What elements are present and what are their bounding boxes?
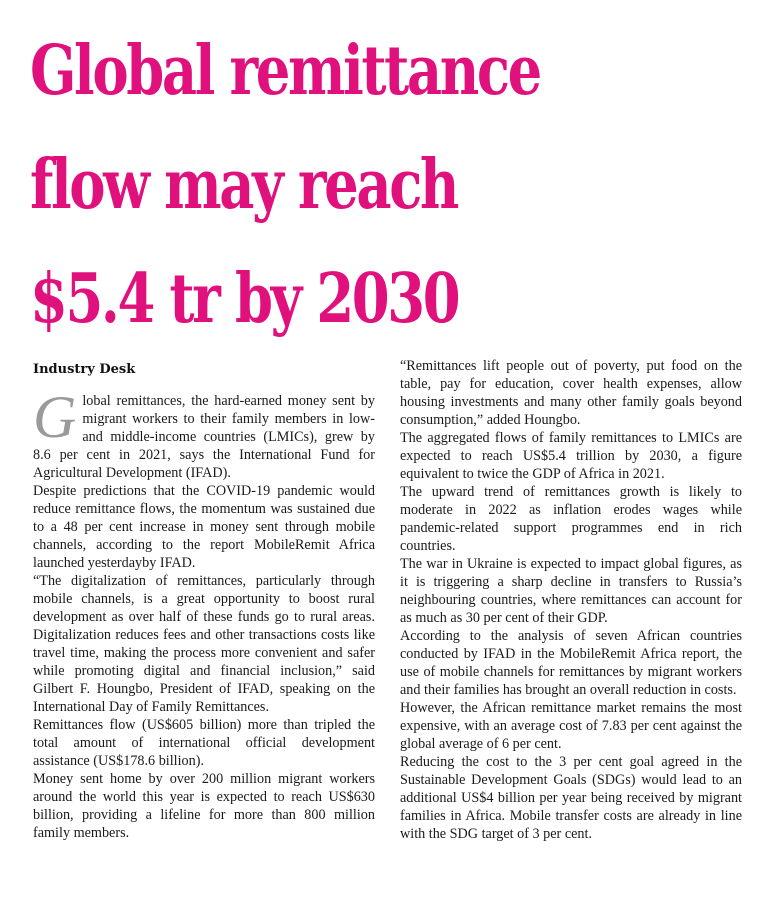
article-paragraph: “The digitalization of remittances, particularly through mobile channels, is a great opportunity to boost rural development as over half of these funds go to rural areas. Digitalization reduces fees and other transactions costs like travel time, making the process more convenient and safer while promoting digital and financial inclusion,” said Gilbert F. Houngbo, President of IFAD, speaking on the International Day of Family Remittances. bbox=[33, 573, 375, 715]
headline-line-2: flow may reach bbox=[30, 145, 458, 225]
article-paragraph: Money sent home by over 200 million migrant workers around the world this year is expected to reach US$630 billion, providing a lifeline for more than 800 million family members. bbox=[33, 771, 375, 841]
article-paragraph: “Remittances lift people out of poverty, put food on the table, pay for education, cover health expenses, allow housing investments and many other family goals beyond consumption,” added Houngbo. bbox=[400, 358, 742, 428]
article-paragraph: Reducing the cost to the 3 per cent goal agreed in the Sustainable Development Goals (SDGs) would lead to an additional US$4 billion per year being received by migrant families in Africa. Mobile transfer costs are already in line with the SDG target of 3 per cent. bbox=[400, 754, 742, 842]
article-paragraph bbox=[33, 384, 375, 482]
article-paragraph: Despite predictions that the COVID-19 pandemic would reduce remittance flows, the momentum was sustained due to a 48 per cent increase in money sent through mobile channels, according to the report MobileRemit Africa launched yesterdayby IFAD. bbox=[33, 483, 375, 571]
headline bbox=[30, 14, 606, 356]
headline-line-1: Global remittance bbox=[30, 31, 540, 111]
article-paragraph: However, the African remittance market remains the most expensive, with an average cost of 7.83 per cent against the global average of 6 per cent. bbox=[400, 700, 742, 752]
article-paragraph: Remittances flow (US$605 billion) more than tripled the total amount of international official development assistance (US$178.6 billion). bbox=[33, 717, 375, 769]
headline-line-3: $5.4 tr by 2030 bbox=[30, 259, 459, 339]
article-paragraph: The aggregated flows of family remittances to LMICs are expected to reach US$5.4 trillion by 2030, a figure equivalent to twice the GDP of Africa in 2021. bbox=[400, 430, 742, 482]
article-paragraph: The war in Ukraine is expected to impact global figures, as it is triggering a sharp decline in transfers to Russia’s neighbouring countries, where remittances can account for as much as 30 per cent of their GDP. bbox=[400, 556, 742, 626]
right-column bbox=[400, 357, 742, 843]
article-paragraph: The upward trend of remittances growth is likely to moderate in 2022 as inflation erodes wages while pandemic-related support programmes end in rich countries. bbox=[400, 484, 742, 554]
left-column bbox=[33, 384, 375, 842]
lead-text: lobal remittances, the hard-earned money sent by migrant workers to their family members in low- and middle-income countries (LMICs), grew by 8.6 per cent in 2021, says the International Fund for Agricultural Development (IFAD). bbox=[33, 393, 375, 481]
drop-cap: G bbox=[33, 384, 77, 450]
article-paragraph: According to the analysis of seven African countries conducted by IFAD in the MobileRemit Africa report, the use of mobile channels for remittances by migrant workers and their families has brought an overall reduction in costs. bbox=[400, 628, 742, 698]
byline: Industry Desk bbox=[33, 362, 136, 377]
